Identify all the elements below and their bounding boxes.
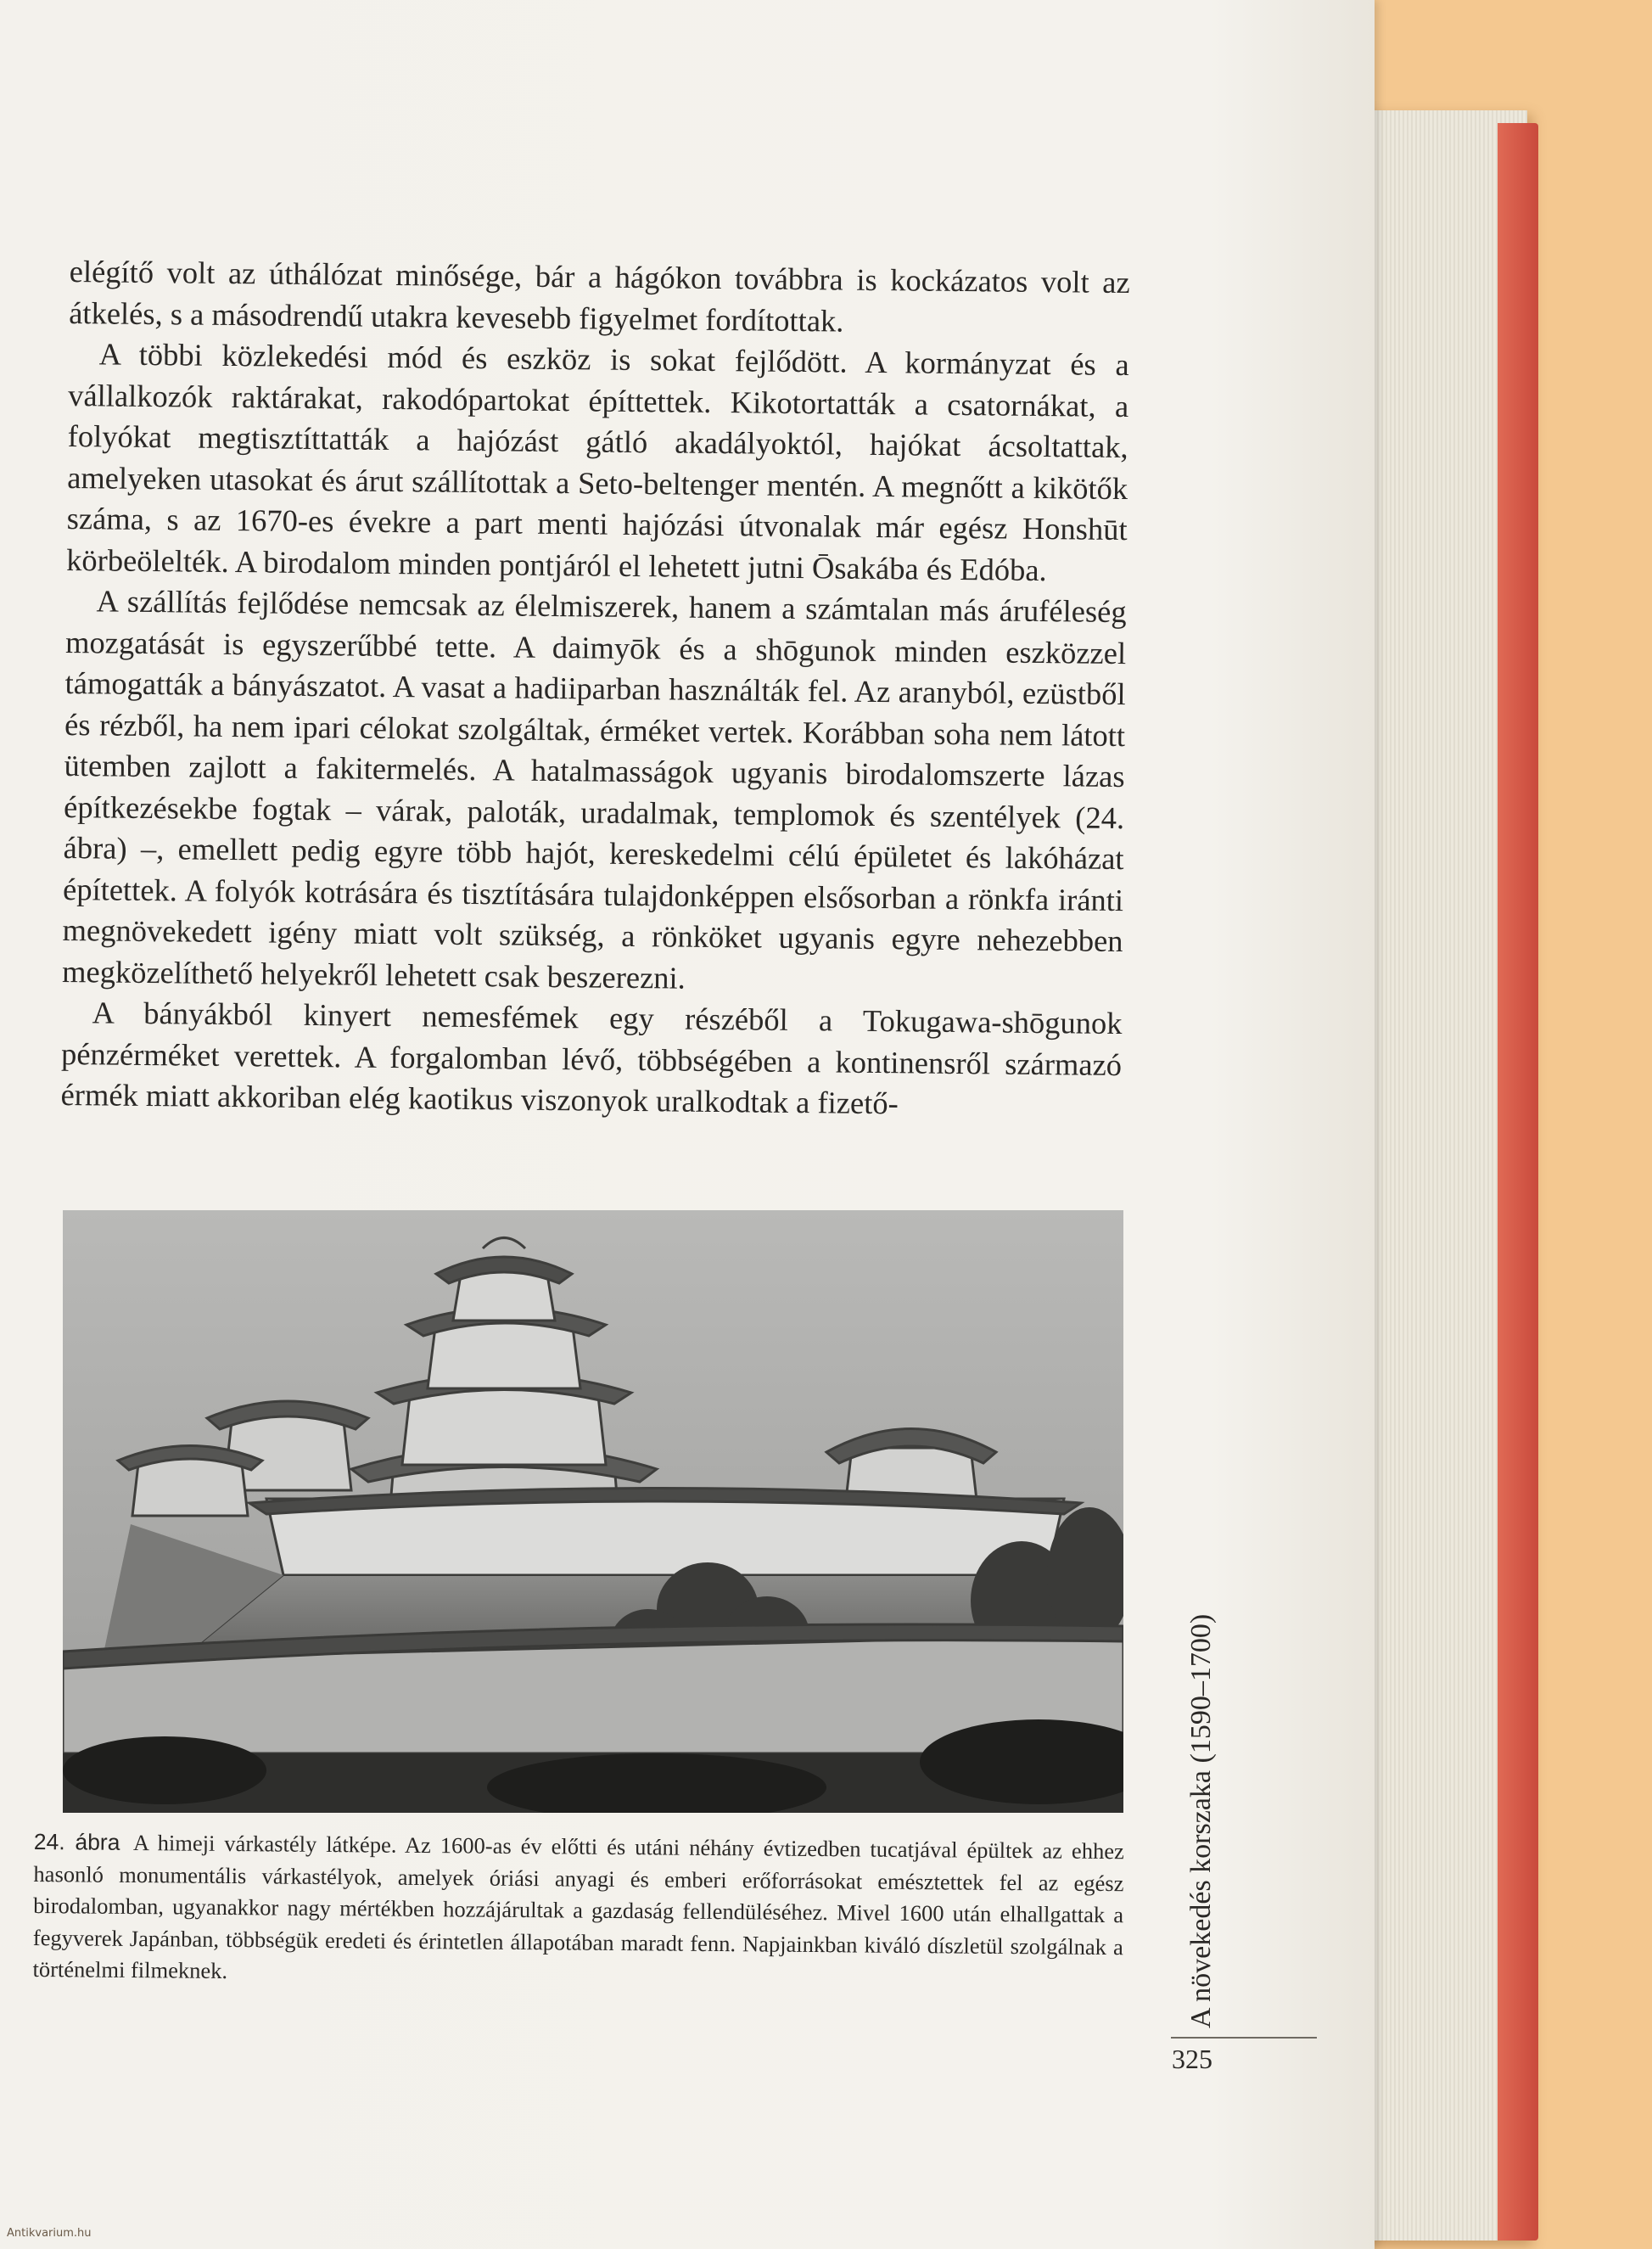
himeji-castle-illustration	[63, 1210, 1123, 1813]
paragraph: elégítő volt az úthálózat minősége, bár a hágókon továbbra is kockázatos volt az átkelés, s a másodrendű utakra kevesebb figyelmet fordítottak.	[69, 253, 1130, 339]
watermark: Antikvarium.hu	[7, 2227, 92, 2240]
page-number: 325	[1172, 2044, 1212, 2074]
castle-photo	[63, 1210, 1123, 1813]
figure-caption	[32, 1826, 1124, 1995]
paragraph: A szállítás fejlődése nemcsak az élelmiszerek, hanem a számtalan más áruféleség mozgatását is egyszerűbbé tette. A daimyōk és a shōgunok minden eszközzel támogatták a bányászatot. A vasat a hadiiparban használták fel. Az aranyból, ezüstből és rézből, ha nem ipari célokat szolgáltak, érméket vertek. Korábban soha nem látott ütemben zajlott a fakitermelés. A hatalmasságok ugyanis birodalomszerte lázas építkezésekbe fogtak – várak, paloták, uradalmak, templomok és szentélyek (24. ábra) –, emellett pedig egyre több hajót, kereskedelmi célú épületet és lakóházat építettek. A folyók kotrására és tisztítására tulajdonképpen elsősorban a rönkfa iránti megnövekedett igény miatt volt szükség, a rönköket ugyanis egyre nehezebben megközelíthető helyekről lehetett csak beszerezni.	[61, 583, 1127, 996]
paragraph: A többi közlekedési mód és eszköz is sokat fejlődött. A kormányzat és a vállalkozók raktárakat, rakodópartokat építtettek. Kikotortatták a csatornákat, a folyókat megtisztíttatták a hajózást gátló akadályoktól, hajókat ácsoltattak, amelyeken utasokat és árut szállítottak a Seto-beltenger mentén. A megnőtt a kikötők száma, s az 1670-es évekre a part menti hajózási útvonalak már egész Honshūt körbeölelték. A birodalom minden pontjáról el lehetett jutni Ōsakába és Edóba.	[65, 336, 1129, 587]
figure-label: 24. ábra	[33, 1829, 120, 1855]
body-text	[60, 251, 1130, 1127]
running-head: A növekedés korszaka (1590–1700)	[1185, 1613, 1217, 2028]
footer-rule	[1171, 2037, 1317, 2039]
figure-caption-text: A himeji várkastély látképe. Az 1600-as év előtti és utáni néhány évtizedben tucatjával épültek az ehhez hasonló monumentális várkastélyok, amelyek óriási anyagi és emberi erőforrásokat emésztettek fel az egész birodalomban, ugyanakkor nagy mértékben hozzájárultak a gazdaság fellendüléséhez. Mivel 1600 után elhallgattak a fegyverek Japánban, többségük eredeti és érintetlen állapotában maradt fenn. Napjainkban kiváló díszletül szolgálnak a történelmi filmeknek.	[32, 1830, 1124, 1983]
book-cover-edge	[1498, 123, 1538, 2241]
paragraph: A bányákból kinyert nemesfémek egy részéből a Tokugawa-shōgunok pénzérméket verettek. A forgalomban lévő, többségében a kontinensről származó érmék miatt akkoriban elég kaotikus viszonyok uralkodtak a fizető-	[60, 995, 1123, 1121]
